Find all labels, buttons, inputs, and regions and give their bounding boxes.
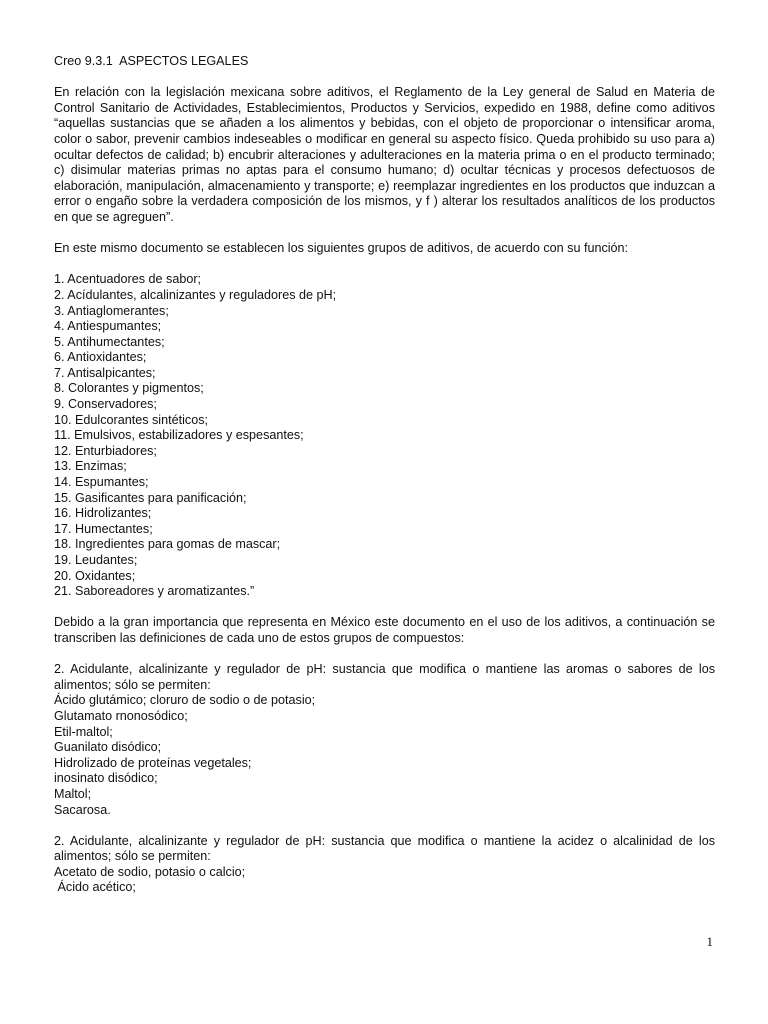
definition-acidulants	[54, 834, 715, 896]
list-item: 15. Gasificantes para panificación;	[54, 490, 247, 505]
list-item: 1. Acentuadores de sabor;	[54, 272, 202, 287]
permitted-substances-list	[54, 865, 715, 896]
definitions-intro-paragraph: Debido a la gran importancia que representa en México este documento en el uso de los aditivos, a continuación se transcriben las definiciones de cada uno de estos grupos de compuestos:	[54, 615, 715, 645]
list-item: 9. Conservadores;	[54, 397, 157, 412]
list-item: Maltol;	[54, 786, 92, 801]
list-item: 13. Enzimas;	[54, 459, 127, 474]
list-item: 5. Antihumectantes;	[54, 334, 165, 349]
document-body	[54, 54, 715, 912]
list-item: 8. Colorantes y pigmentos;	[54, 381, 204, 396]
list-item: 6. Antioxidantes;	[54, 350, 147, 365]
list-item: Ácido glutámico; cloruro de sodio o de potasio;	[54, 693, 316, 708]
list-item: Hidrolizado de proteínas vegetales;	[54, 755, 252, 770]
list-item: Ácido acético;	[54, 880, 136, 895]
list-item: inosinato disódico;	[54, 771, 158, 786]
list-item: 14. Espumantes;	[54, 475, 149, 490]
list-item: 19. Leudantes;	[54, 553, 138, 567]
list-item: Etil-maltol;	[54, 724, 113, 739]
list-item: 11. Emulsivos, estabilizadores y espesantes;	[54, 428, 304, 443]
list-item: Guanilato disódico;	[54, 740, 162, 755]
list-item: Acetato de sodio, potasio o calcio;	[54, 864, 246, 879]
additive-groups-list	[54, 272, 715, 599]
list-item: 7. Antisalpicantes;	[54, 365, 156, 380]
list-item: 20. Oxidantes;	[54, 568, 136, 583]
list-item: Sacarosa.	[54, 802, 111, 817]
list-item: 21. Saboreadores y aromatizantes.”	[54, 584, 255, 599]
list-item: Glutamato rnonosódico;	[54, 708, 188, 723]
definition-flavor-enhancers	[54, 662, 715, 818]
list-item: 12. Enturbiadores;	[54, 443, 157, 458]
groups-intro-paragraph: En este mismo documento se establecen los siguientes grupos de aditivos, de acuerdo con su función:	[54, 241, 629, 256]
intro-paragraph: En relación con la legislación mexicana sobre aditivos, el Reglamento de la Ley general de Salud en Materia de Control Sanitario de Actividades, Establecimientos, Productos y Servicios, expedido en 1988, define como aditivos “aquellas sustancias que se añaden a los alimentos y bebidas, con el objeto de proporcionar o intensificar aroma, color o sabor, prevenir cambios indeseables o modificar en general su aspecto físico. Queda prohibido su uso para a) ocultar defectos de calidad; b) encubrir alteraciones y adulteraciones en la materia prima o en el producto terminado; c) disimular materias primas no aptas para el consumo humano; d) ocultar técnicas y procesos defectuosos de elaboración, manipulación, almacenamiento y transporte; e) reemplazar ingredientes en los productos que induzcan a error o engaño sobre la verdadera composición de los mismos, y f ) alterar los resultados analíticos de los productos en que se agreguen”.	[54, 85, 715, 224]
permitted-substances-list	[54, 693, 715, 818]
list-item: 2. Acídulantes, alcalinizantes y reguladores de pH;	[54, 287, 337, 302]
list-item: 4. Antiespumantes;	[54, 319, 162, 334]
list-item: 3. Antiaglomerantes;	[54, 303, 169, 318]
list-item: 10. Edulcorantes sintéticos;	[54, 412, 209, 427]
list-item: 18. Ingredientes para gomas de mascar;	[54, 537, 281, 552]
definition-lead: 2. Acidulante, alcalinizante y regulador de pH: sustancia que modifica o mantiene la acidez o alcalinidad de los alimentos; sólo se permiten:	[54, 833, 715, 864]
definition-lead: 2. Acidulante, alcalinizante y regulador de pH: sustancia que modifica o mantiene las aromas o sabores de los alimentos; sólo se permiten:	[54, 662, 715, 692]
section-heading: Creo 9.3.1 ASPECTOS LEGALES	[54, 54, 249, 68]
list-item: 16. Hidrolizantes;	[54, 506, 152, 521]
list-item: 17. Humectantes;	[54, 521, 153, 536]
page-number: 1	[706, 934, 713, 949]
